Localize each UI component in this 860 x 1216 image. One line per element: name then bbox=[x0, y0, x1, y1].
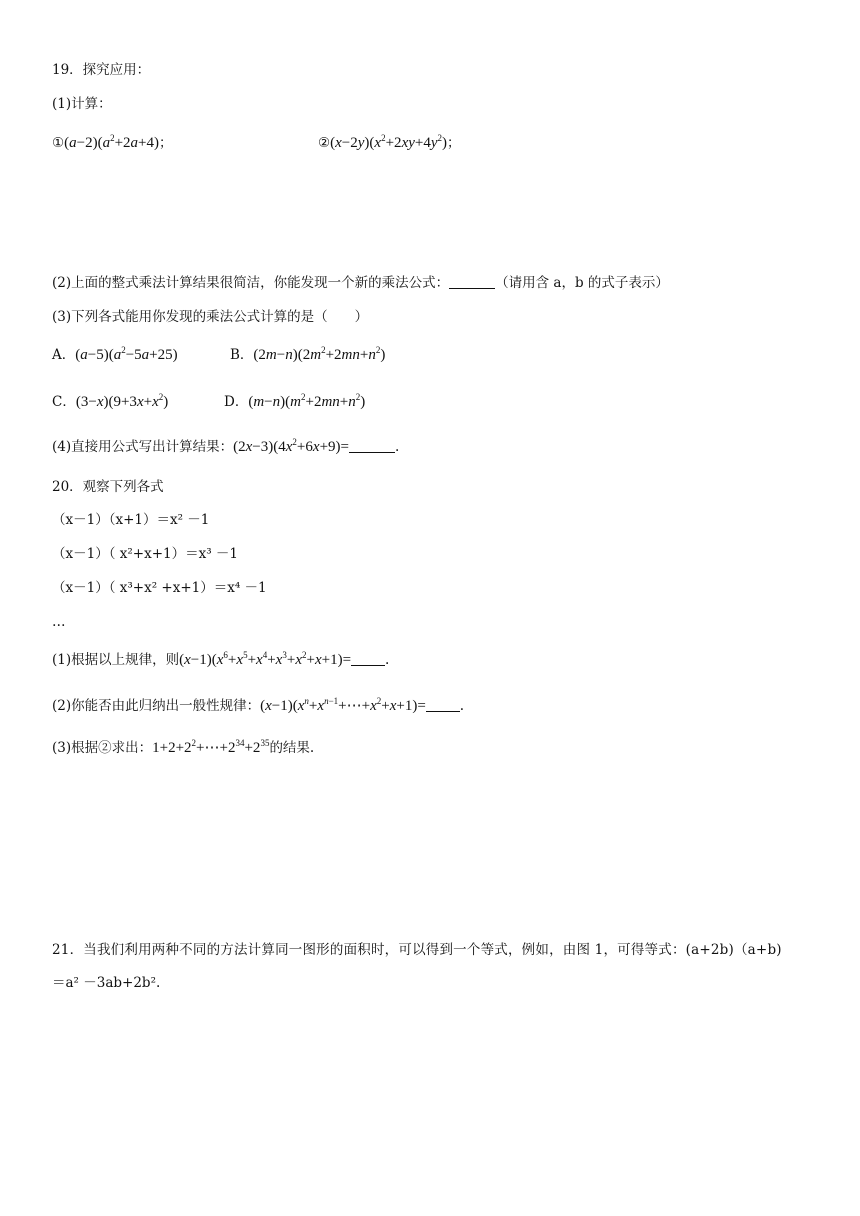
answer-blank[interactable] bbox=[349, 452, 395, 453]
answer-blank[interactable] bbox=[426, 711, 460, 712]
q19-expr1: $①(a-2)(a^2+2a+4)$； bbox=[52, 133, 173, 151]
q19-option-b: B．$(2m-n)(2m^2+2mn+n^2)$ bbox=[230, 345, 386, 363]
q19-part4: (4)直接用公式写出计算结果：$(2x-3)(4x^2+6x+9)=$ . bbox=[52, 437, 400, 455]
q20-row2: （x－1）（ x²+x+1）＝x³ －1 bbox=[52, 546, 239, 562]
q20-row1: （x－1）（x+1）＝x² －1 bbox=[52, 512, 210, 528]
q19-title: 19．探究应用： bbox=[52, 62, 151, 78]
q19-option-a: A．$(a-5)(a^2-5a+25)$ bbox=[52, 345, 178, 363]
q21-line2: ＝a² －3ab+2b². bbox=[52, 975, 161, 991]
q19-part1: (1)计算： bbox=[52, 96, 112, 112]
answer-blank[interactable] bbox=[351, 665, 385, 666]
q19-expr2: $②(x-2y)(x^2+2xy+4y^2)$； bbox=[318, 133, 461, 151]
q20-part1: (1)根据以上规律，则$(x-1)(x^6+x^5+x^4+x^3+x^2+x+1)=$ . bbox=[52, 650, 390, 668]
q20-title: 20．观察下列各式 bbox=[52, 479, 164, 495]
q19-part3: (3)下列各式能用你发现的乘法公式计算的是（ ） bbox=[52, 309, 369, 325]
q20-row3: （x－1）（ x³+x² +x+1）＝x⁴ －1 bbox=[52, 580, 267, 596]
q21-line1: 21．当我们利用两种不同的方法计算同一图形的面积时，可以得到一个等式，例如，由图 1，可得等式：(a+2b)（a+b) bbox=[52, 942, 782, 958]
q20-ellipsis: … bbox=[52, 614, 66, 630]
q20-part2: (2)你能否由此归纳出一般性规律：$(x-1)(x^n+x^{n-1}+\cdots+x^2+x+1)=$ . bbox=[52, 696, 465, 714]
q20-part3: (3)根据②求出：$1+2+2^2+\cdots+2^{34}+2^{35}$的结果. bbox=[52, 738, 315, 756]
q19-part2: (2)上面的整式乘法计算结果很简洁，你能发现一个新的乘法公式： （请用含 a，b 的式子表示） bbox=[52, 275, 669, 291]
answer-blank[interactable] bbox=[449, 288, 495, 289]
q19-option-d: D．$(m-n)(m^2+2mn+n^2)$ bbox=[224, 392, 366, 410]
q19-option-c: C．$(3-x)(9+3x+x^2)$ bbox=[52, 392, 169, 410]
